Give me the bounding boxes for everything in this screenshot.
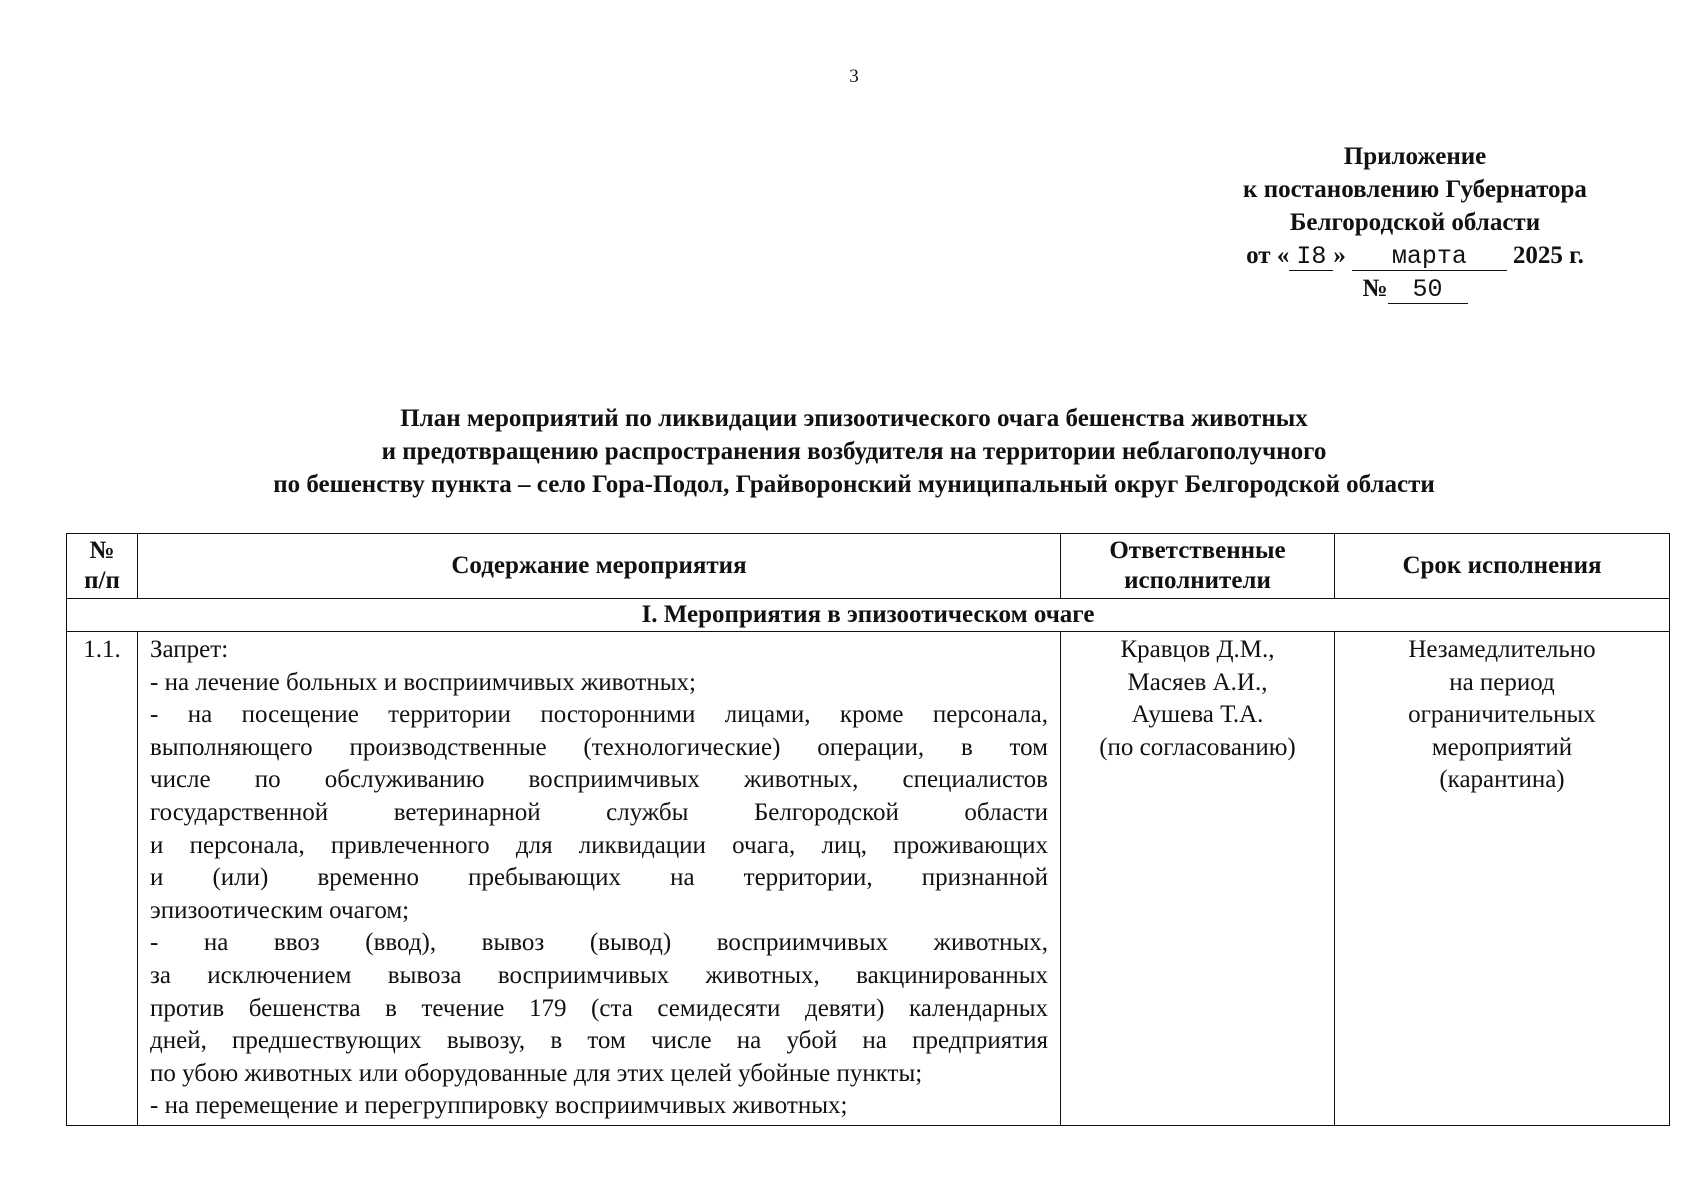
content-line: государственной ветеринарной службы Белгородской области bbox=[150, 798, 1048, 826]
content-line: числе по обслуживанию восприимчивых животных, специалистов bbox=[150, 766, 1048, 794]
header-num bbox=[67, 534, 138, 599]
content-line: Запрет: bbox=[150, 636, 229, 663]
plan-title-line-3: по бешенству пункта – село Гора-Подол, Грайворонский муниципальный округ Белгородской области bbox=[273, 471, 1435, 498]
plan-title-line-1: План мероприятий по ликвидации эпизоотического очага бешенства животных bbox=[400, 405, 1308, 432]
plan-table bbox=[66, 533, 1670, 1126]
row-deadline bbox=[1335, 632, 1670, 1126]
header-responsible bbox=[1061, 534, 1335, 599]
appendix-header bbox=[1190, 140, 1640, 305]
plan-title-line-2: и предотвращению распространения возбудителя на территории неблагополучного bbox=[381, 438, 1327, 465]
appendix-date bbox=[1190, 239, 1640, 272]
content-line: и персонала, привлеченного для ликвидации очага, лиц, проживающих bbox=[150, 831, 1048, 859]
header-responsible-line-2: исполнители bbox=[1124, 567, 1271, 594]
content-line: - на лечение больных и восприимчивых животных; bbox=[150, 668, 696, 696]
content-line: за исключением вывоза восприимчивых животных, вакцинированных bbox=[150, 961, 1048, 989]
content-line: против бешенства в течение 179 (ста семидесяти девяти) календарных bbox=[150, 994, 1048, 1022]
number-prefix: № bbox=[1362, 275, 1388, 302]
appendix-title: Приложение bbox=[1343, 143, 1487, 170]
deadline-line: Незамедлительно bbox=[1408, 636, 1596, 663]
deadline-line: мероприятий bbox=[1431, 733, 1573, 761]
date-mid: » bbox=[1333, 242, 1346, 269]
section-title: I. Мероприятия в эпизоотическом очаге bbox=[67, 599, 1670, 632]
date-day: I8 bbox=[1289, 244, 1333, 271]
table-row bbox=[67, 632, 1670, 1126]
content-line: эпизоотическим очагом; bbox=[150, 896, 410, 924]
header-content: Содержание мероприятия bbox=[138, 534, 1061, 599]
content-line: - на перемещение и перегруппировку восприимчивых животных; bbox=[150, 1092, 848, 1120]
responsible-line: (по согласованию) bbox=[1099, 733, 1296, 761]
document-number: 50 bbox=[1388, 277, 1468, 304]
deadline-line: ограничительных bbox=[1408, 701, 1596, 729]
date-year: 2025 г. bbox=[1512, 242, 1584, 269]
header-deadline: Срок исполнения bbox=[1335, 534, 1670, 599]
header-num-line-2: п/п bbox=[84, 567, 120, 594]
appendix-region: Белгородской области bbox=[1289, 209, 1541, 236]
deadline-line: на период bbox=[1449, 668, 1555, 696]
responsible-line: Масяев А.И., bbox=[1127, 668, 1268, 696]
page-number: 3 bbox=[849, 66, 859, 87]
responsible-line: Аушева Т.А. bbox=[1131, 701, 1264, 729]
content-line: - на ввоз (ввод), вывоз (вывод) восприимчивых животных, bbox=[150, 929, 1048, 957]
content-line: по убою животных или оборудованные для этих целей убойные пункты; bbox=[150, 1059, 923, 1087]
date-prefix: от « bbox=[1246, 242, 1290, 269]
row-responsible bbox=[1061, 632, 1335, 1126]
row-content bbox=[138, 632, 1061, 1126]
header-responsible-line-1: Ответственные bbox=[1109, 537, 1286, 564]
table-header-row bbox=[67, 534, 1670, 599]
appendix-to: к постановлению Губернатора bbox=[1243, 176, 1587, 203]
plan-title bbox=[0, 402, 1708, 501]
row-number: 1.1. bbox=[67, 632, 138, 1126]
content-line: и (или) временно пребывающих на территории, признанной bbox=[150, 864, 1048, 892]
header-num-line-1: № bbox=[89, 537, 115, 564]
content-line: - на посещение территории посторонними лицами, кроме персонала, bbox=[150, 701, 1048, 729]
responsible-line: Кравцов Д.М., bbox=[1120, 636, 1275, 663]
date-month: марта bbox=[1352, 244, 1507, 271]
deadline-line: (карантина) bbox=[1439, 766, 1565, 794]
content-line: выполняющего производственные (технологические) операции, в том bbox=[150, 733, 1048, 761]
content-line: дней, предшествующих вывозу, в том числе на убой на предприятия bbox=[150, 1027, 1048, 1055]
section-row bbox=[67, 599, 1670, 632]
appendix-number bbox=[1190, 272, 1640, 305]
